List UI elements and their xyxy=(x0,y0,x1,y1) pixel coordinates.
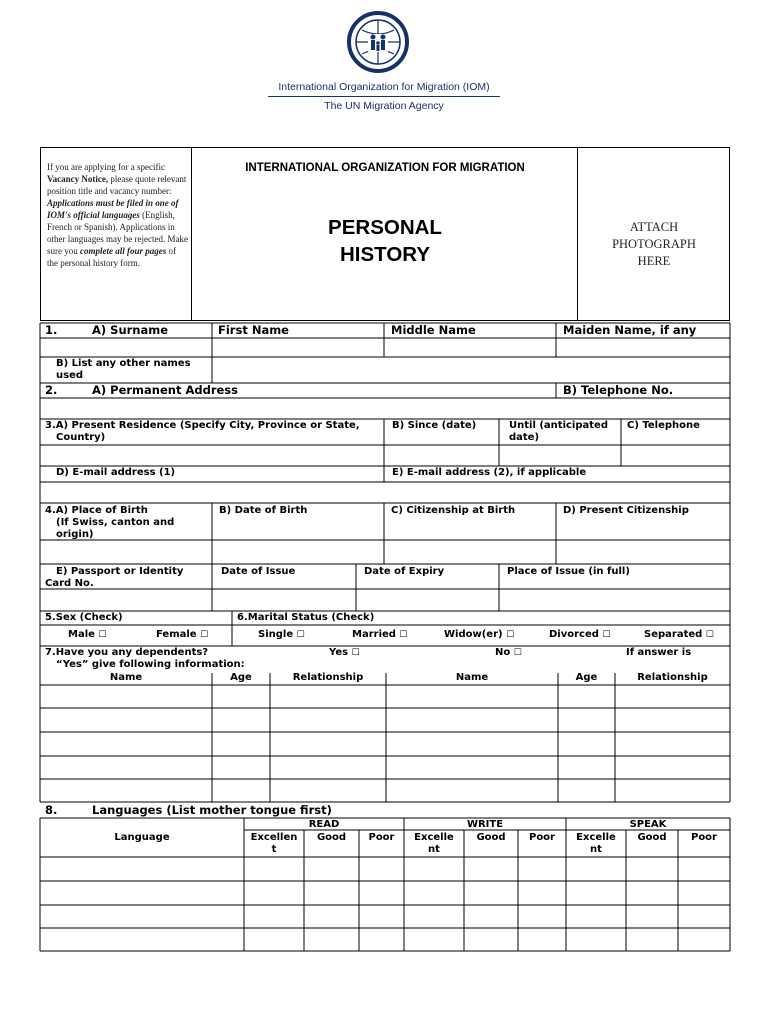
application-note: If you are applying for a specific Vacancy Notice, please quote relevant position title and vacancy number: Applications must be filed in one of IOM's official languages (English, French or Spanish). Applications in other languages may be rejected. Make sure you complete all four pages of the personal history form. xyxy=(47,162,188,268)
dependent-relationship-header: Relationship xyxy=(292,672,364,683)
dependent-name-header: Name xyxy=(455,672,489,683)
place-of-issue-label: Place of Issue (in full) xyxy=(507,566,630,577)
since-date-label: B) Since (date) xyxy=(392,420,477,431)
middle-name-label: Middle Name xyxy=(391,323,476,337)
passport-label: E) Passport or Identity Card No. xyxy=(45,566,184,589)
header-divider xyxy=(191,148,192,320)
until-date-label: Until (anticipated date) xyxy=(509,420,608,443)
divorced-checkbox[interactable]: Divorced ☐ xyxy=(549,629,611,640)
org-heading: INTERNATIONAL ORGANIZATION FOR MIGRATION xyxy=(245,162,525,174)
single-checkbox[interactable]: Single ☐ xyxy=(258,629,305,640)
brand-divider xyxy=(268,96,500,97)
first-name-label: First Name xyxy=(218,323,289,337)
dependent-age-header: Age xyxy=(575,672,598,683)
other-names-label: B) List any other names used xyxy=(56,358,191,381)
present-residence-label: 3.A) Present Residence (Specify City, Province or State, Country) xyxy=(45,420,360,443)
present-citizenship-label: D) Present Citizenship xyxy=(563,505,689,516)
speak-header: SPEAK xyxy=(629,819,667,830)
date-of-birth-label: B) Date of Birth xyxy=(219,505,308,516)
speak-poor-header: Poor xyxy=(690,832,717,843)
section-2-number: 2. xyxy=(45,383,58,397)
if-answer-label: If answer is xyxy=(626,647,692,658)
section-8-number: 8. xyxy=(45,803,58,817)
permanent-address-label: A) Permanent Address xyxy=(92,383,239,397)
language-header: Language xyxy=(114,832,170,843)
header-box xyxy=(40,147,730,321)
dependents-instruction: “Yes” give following information: xyxy=(56,659,245,670)
widower-checkbox[interactable]: Widow(er) ☐ xyxy=(444,629,515,640)
iom-brand xyxy=(266,81,502,112)
female-checkbox[interactable]: Female ☐ xyxy=(156,629,209,640)
dependent-relationship-header: Relationship xyxy=(637,672,708,683)
write-excellent-header: Excelle nt xyxy=(414,832,454,855)
section-1-number: 1. xyxy=(45,323,58,337)
read-header: READ xyxy=(308,819,340,830)
married-checkbox[interactable]: Married ☐ xyxy=(352,629,408,640)
photo-placeholder[interactable]: ATTACH PHOTOGRAPH HERE xyxy=(612,220,696,268)
iom-name: International Organization for Migration (IOM) xyxy=(278,81,490,93)
date-of-issue-label: Date of Issue xyxy=(221,566,296,577)
write-good-header: Good xyxy=(476,832,506,843)
email-1-label: D) E-mail address (1) xyxy=(56,467,176,478)
iom-logo xyxy=(346,10,410,74)
male-checkbox[interactable]: Male ☐ xyxy=(68,629,107,640)
speak-excellent-header: Excelle nt xyxy=(576,832,616,855)
read-excellent-header: Excellen t xyxy=(250,832,298,855)
form-title: PERSONAL HISTORY xyxy=(328,216,442,266)
write-header: WRITE xyxy=(466,819,504,830)
read-poor-header: Poor xyxy=(368,832,395,843)
citizenship-birth-label: C) Citizenship at Birth xyxy=(391,505,516,516)
maiden-name-label: Maiden Name, if any xyxy=(563,323,697,337)
telephone-label: B) Telephone No. xyxy=(563,383,674,397)
dependents-question: 7.Have you any dependents? xyxy=(45,647,209,658)
email-2-label: E) E-mail address (2), if applicable xyxy=(392,467,587,478)
residence-telephone-label: C) Telephone xyxy=(627,420,700,431)
read-good-header: Good xyxy=(316,832,347,843)
dependents-no-checkbox[interactable]: No ☐ xyxy=(495,647,522,658)
marital-status-label: 6.Marital Status (Check) xyxy=(237,612,375,623)
separated-checkbox[interactable]: Separated ☐ xyxy=(644,629,714,640)
surname-label: A) Surname xyxy=(92,323,169,337)
place-of-birth-label: 4.A) Place of Birth (If Swiss, canton and origin) xyxy=(45,505,175,540)
write-poor-header: Poor xyxy=(528,832,555,843)
dependent-name-header: Name xyxy=(109,672,143,683)
dependent-age-header: Age xyxy=(230,672,252,683)
iom-tagline: The UN Migration Agency xyxy=(324,100,444,112)
languages-title: Languages (List mother tongue first) xyxy=(92,803,332,817)
date-of-expiry-label: Date of Expiry xyxy=(364,566,445,577)
speak-good-header: Good xyxy=(637,832,667,843)
dependents-yes-checkbox[interactable]: Yes ☐ xyxy=(329,647,360,658)
sex-label: 5.Sex (Check) xyxy=(45,612,123,623)
